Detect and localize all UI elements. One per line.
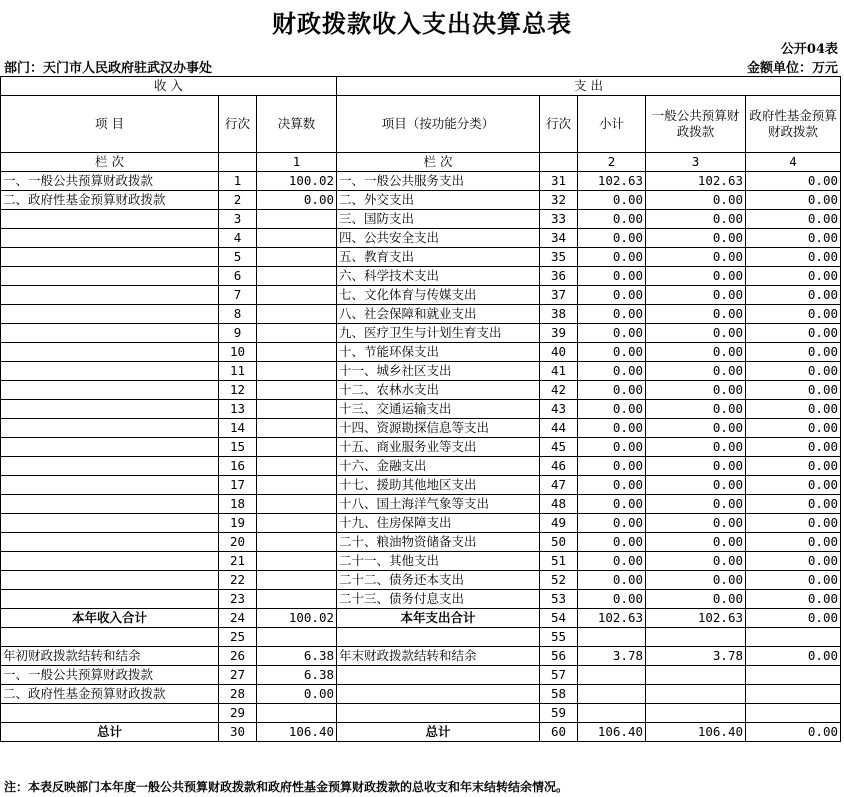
table-row [1, 476, 841, 495]
table-row [1, 438, 841, 457]
gov-fund-cell: 0.00 [746, 533, 841, 552]
expense-line-cell: 34 [540, 229, 578, 248]
income-amount-cell [257, 457, 337, 476]
subtotal-cell: 0.00 [578, 343, 646, 362]
table-row [1, 590, 841, 609]
expense-line-cell: 35 [540, 248, 578, 267]
subtotal-cell: 102.63 [578, 172, 646, 191]
income-item-cell [1, 381, 219, 400]
income-item-cell [1, 267, 219, 286]
income-line-cell: 28 [219, 685, 257, 704]
expense-item-cell: 二十二、债务还本支出 [337, 571, 540, 590]
income-line-cell: 13 [219, 400, 257, 419]
income-line-header: 行次 [219, 96, 257, 153]
income-amount-cell [257, 248, 337, 267]
general-budget-cell: 0.00 [646, 514, 746, 533]
subtotal-cell: 0.00 [578, 400, 646, 419]
expense-item-header: 项目（按功能分类） [337, 96, 540, 153]
general-budget-cell: 0.00 [646, 267, 746, 286]
general-budget-cell: 102.63 [646, 609, 746, 628]
column-label: 栏 次 [337, 153, 540, 172]
expense-item-cell [337, 704, 540, 723]
income-line-cell: 26 [219, 647, 257, 666]
table-row [1, 381, 841, 400]
income-amount-cell [257, 286, 337, 305]
expense-line-cell: 46 [540, 457, 578, 476]
expense-item-cell: 八、社会保障和就业支出 [337, 305, 540, 324]
subtotal-cell: 0.00 [578, 438, 646, 457]
income-line-cell: 27 [219, 666, 257, 685]
general-budget-cell: 0.00 [646, 400, 746, 419]
income-item-cell [1, 248, 219, 267]
general-budget-cell: 3.78 [646, 647, 746, 666]
income-line-cell: 17 [219, 476, 257, 495]
income-line-cell: 30 [219, 723, 257, 742]
gov-fund-cell: 0.00 [746, 191, 841, 210]
income-item-cell: 总计 [1, 723, 219, 742]
income-item-cell [1, 590, 219, 609]
expense-item-cell: 十五、商业服务业等支出 [337, 438, 540, 457]
income-amount-cell [257, 305, 337, 324]
gov-fund-cell [746, 704, 841, 723]
expense-line-cell: 48 [540, 495, 578, 514]
subtotal-cell [578, 685, 646, 704]
table-row [1, 229, 841, 248]
income-line-cell: 29 [219, 704, 257, 723]
income-item-cell: 二、政府性基金预算财政拨款 [1, 685, 219, 704]
general-budget-cell [646, 685, 746, 704]
income-amount-cell: 106.40 [257, 723, 337, 742]
column-number-1: 1 [257, 153, 337, 172]
table-row [1, 305, 841, 324]
income-item-cell [1, 628, 219, 647]
income-amount-cell [257, 400, 337, 419]
income-line-cell: 15 [219, 438, 257, 457]
subtotal-cell: 0.00 [578, 457, 646, 476]
income-item-cell [1, 286, 219, 305]
general-budget-cell: 0.00 [646, 381, 746, 400]
subtotal-cell: 0.00 [578, 571, 646, 590]
income-item-cell: 本年收入合计 [1, 609, 219, 628]
subtotal-cell: 0.00 [578, 419, 646, 438]
table-row [1, 210, 841, 229]
expense-item-cell: 十八、国土海洋气象等支出 [337, 495, 540, 514]
general-budget-cell: 0.00 [646, 457, 746, 476]
expense-item-cell: 十一、城乡社区支出 [337, 362, 540, 381]
table-row [1, 457, 841, 476]
expense-item-cell: 十、节能环保支出 [337, 343, 540, 362]
gov-fund-cell: 0.00 [746, 419, 841, 438]
income-item-cell [1, 438, 219, 457]
income-line-cell: 4 [219, 229, 257, 248]
table-row [1, 628, 841, 647]
gov-fund-cell: 0.00 [746, 267, 841, 286]
expense-line-cell: 44 [540, 419, 578, 438]
table-row [1, 647, 841, 666]
income-final-header: 决算数 [257, 96, 337, 153]
expense-item-cell: 本年支出合计 [337, 609, 540, 628]
income-item-cell [1, 210, 219, 229]
income-item-cell [1, 552, 219, 571]
income-line-cell: 7 [219, 286, 257, 305]
subtotal-cell: 106.40 [578, 723, 646, 742]
general-budget-cell: 0.00 [646, 248, 746, 267]
subtotal-cell [578, 704, 646, 723]
subtotal-cell: 0.00 [578, 324, 646, 343]
expense-line-cell: 57 [540, 666, 578, 685]
subtotal-cell: 0.00 [578, 362, 646, 381]
general-budget-cell: 102.63 [646, 172, 746, 191]
table-row [1, 324, 841, 343]
income-item-cell [1, 362, 219, 381]
income-item-cell [1, 533, 219, 552]
income-amount-cell: 6.38 [257, 666, 337, 685]
income-item-cell [1, 324, 219, 343]
expense-item-cell: 一、一般公共服务支出 [337, 172, 540, 191]
general-budget-cell: 0.00 [646, 590, 746, 609]
income-line-cell: 23 [219, 590, 257, 609]
gov-fund-cell: 0.00 [746, 229, 841, 248]
expense-line-cell: 37 [540, 286, 578, 305]
expense-section-header: 支 出 [337, 77, 841, 96]
general-budget-cell: 0.00 [646, 419, 746, 438]
table-row [1, 419, 841, 438]
general-budget-cell: 0.00 [646, 343, 746, 362]
subtotal-cell: 0.00 [578, 305, 646, 324]
gov-fund-cell [746, 628, 841, 647]
income-section-header: 收 入 [1, 77, 337, 96]
income-item-cell [1, 571, 219, 590]
table-row [1, 400, 841, 419]
expense-item-cell: 二、外交支出 [337, 191, 540, 210]
expense-item-cell: 十九、住房保障支出 [337, 514, 540, 533]
table-row [1, 343, 841, 362]
gov-fund-cell: 0.00 [746, 438, 841, 457]
subtotal-cell: 0.00 [578, 552, 646, 571]
income-line-cell: 22 [219, 571, 257, 590]
general-budget-cell: 0.00 [646, 552, 746, 571]
income-amount-cell [257, 343, 337, 362]
column-number-3: 3 [646, 153, 746, 172]
income-item-cell: 一、一般公共预算财政拨款 [1, 172, 219, 191]
table-row [1, 685, 841, 704]
table-row [1, 571, 841, 590]
table-row [1, 609, 841, 628]
expense-item-cell: 总计 [337, 723, 540, 742]
income-item-cell [1, 495, 219, 514]
subtotal-cell: 0.00 [578, 248, 646, 267]
expense-line-cell: 56 [540, 647, 578, 666]
table-row [1, 191, 841, 210]
income-amount-cell: 0.00 [257, 191, 337, 210]
gov-fund-cell: 0.00 [746, 362, 841, 381]
income-amount-cell [257, 476, 337, 495]
income-amount-cell [257, 381, 337, 400]
subtotal-cell: 0.00 [578, 476, 646, 495]
income-line-cell: 2 [219, 191, 257, 210]
general-budget-cell: 0.00 [646, 324, 746, 343]
income-amount-cell: 100.02 [257, 172, 337, 191]
general-budget-cell: 0.00 [646, 210, 746, 229]
income-line-cell: 6 [219, 267, 257, 286]
general-budget-cell: 0.00 [646, 191, 746, 210]
table-row [1, 533, 841, 552]
income-amount-cell [257, 324, 337, 343]
income-line-cell: 11 [219, 362, 257, 381]
gov-fund-header: 政府性基金预算财政拨款 [746, 96, 841, 153]
general-budget-cell: 0.00 [646, 286, 746, 305]
gov-fund-cell: 0.00 [746, 723, 841, 742]
income-item-cell [1, 400, 219, 419]
expense-line-cell: 58 [540, 685, 578, 704]
expense-line-cell: 52 [540, 571, 578, 590]
subtotal-cell: 0.00 [578, 381, 646, 400]
income-line-cell: 18 [219, 495, 257, 514]
expense-item-cell: 十四、资源勘探信息等支出 [337, 419, 540, 438]
table-row [1, 704, 841, 723]
general-budget-cell: 0.00 [646, 571, 746, 590]
table-row [1, 552, 841, 571]
table-row [1, 286, 841, 305]
gov-fund-cell [746, 666, 841, 685]
income-item-cell: 年初财政拨款结转和结余 [1, 647, 219, 666]
column-number-4: 4 [746, 153, 841, 172]
subtotal-cell: 0.00 [578, 533, 646, 552]
expense-line-cell: 45 [540, 438, 578, 457]
general-budget-cell: 0.00 [646, 438, 746, 457]
gov-fund-cell: 0.00 [746, 381, 841, 400]
income-amount-cell [257, 210, 337, 229]
income-item-cell [1, 704, 219, 723]
table-row [1, 362, 841, 381]
subtotal-cell: 0.00 [578, 286, 646, 305]
gov-fund-cell: 0.00 [746, 172, 841, 191]
general-budget-cell: 0.00 [646, 229, 746, 248]
expense-item-cell: 十二、农林水支出 [337, 381, 540, 400]
general-budget-cell: 0.00 [646, 362, 746, 381]
expense-line-cell: 43 [540, 400, 578, 419]
general-budget-cell [646, 628, 746, 647]
income-item-cell [1, 476, 219, 495]
income-amount-cell: 100.02 [257, 609, 337, 628]
table-row [1, 267, 841, 286]
income-line-cell: 12 [219, 381, 257, 400]
column-label: 栏 次 [1, 153, 219, 172]
expense-line-cell: 53 [540, 590, 578, 609]
table-row [1, 172, 841, 191]
gov-fund-cell: 0.00 [746, 457, 841, 476]
expense-line-cell: 39 [540, 324, 578, 343]
gov-fund-cell: 0.00 [746, 210, 841, 229]
income-line-cell: 20 [219, 533, 257, 552]
empty-cell [540, 153, 578, 172]
income-amount-cell [257, 495, 337, 514]
expense-line-cell: 32 [540, 191, 578, 210]
subtotal-cell: 3.78 [578, 647, 646, 666]
amount-unit-label: 金额单位：万元 [746, 61, 838, 76]
income-amount-cell [257, 229, 337, 248]
header-row-section [1, 77, 841, 96]
general-budget-cell: 0.00 [646, 495, 746, 514]
gov-fund-cell: 0.00 [746, 343, 841, 362]
form-number: 公开04表 [780, 42, 838, 57]
expense-line-cell: 55 [540, 628, 578, 647]
income-line-cell: 5 [219, 248, 257, 267]
gov-fund-cell: 0.00 [746, 571, 841, 590]
income-line-cell: 1 [219, 172, 257, 191]
income-amount-cell [257, 552, 337, 571]
income-amount-cell: 6.38 [257, 647, 337, 666]
expense-item-cell: 年末财政拨款结转和结余 [337, 647, 540, 666]
income-amount-cell [257, 438, 337, 457]
income-line-cell: 9 [219, 324, 257, 343]
table-row [1, 723, 841, 742]
expense-item-cell [337, 685, 540, 704]
table-row [1, 514, 841, 533]
income-amount-cell [257, 514, 337, 533]
income-item-cell [1, 419, 219, 438]
income-line-cell: 14 [219, 419, 257, 438]
income-line-cell: 24 [219, 609, 257, 628]
income-item-header: 项 目 [1, 96, 219, 153]
budget-table [0, 76, 841, 742]
income-amount-cell [257, 419, 337, 438]
gov-fund-cell: 0.00 [746, 647, 841, 666]
gov-fund-cell: 0.00 [746, 476, 841, 495]
gov-fund-cell: 0.00 [746, 609, 841, 628]
table-row [1, 666, 841, 685]
expense-line-cell: 50 [540, 533, 578, 552]
gov-fund-cell [746, 685, 841, 704]
income-line-cell: 19 [219, 514, 257, 533]
expense-line-cell: 40 [540, 343, 578, 362]
subtotal-cell [578, 666, 646, 685]
expense-item-cell: 十七、援助其他地区支出 [337, 476, 540, 495]
subtotal-cell: 0.00 [578, 495, 646, 514]
expense-item-cell [337, 628, 540, 647]
expense-item-cell: 十三、交通运输支出 [337, 400, 540, 419]
table-row [1, 248, 841, 267]
income-item-cell: 一、一般公共预算财政拨款 [1, 666, 219, 685]
income-line-cell: 25 [219, 628, 257, 647]
income-item-cell: 二、政府性基金预算财政拨款 [1, 191, 219, 210]
expense-item-cell: 九、医疗卫生与计划生育支出 [337, 324, 540, 343]
report-title: 财政拨款收入支出决算总表 [272, 9, 572, 38]
expense-item-cell: 四、公共安全支出 [337, 229, 540, 248]
expense-line-cell: 31 [540, 172, 578, 191]
income-line-cell: 8 [219, 305, 257, 324]
income-line-cell: 3 [219, 210, 257, 229]
expense-item-cell: 三、国防支出 [337, 210, 540, 229]
footnote: 注：本表反映部门本年度一般公共预算财政拨款和政府性基金预算财政拨款的总收支和年末结转结余情况。 [4, 780, 569, 794]
income-item-cell [1, 343, 219, 362]
expense-item-cell: 二十、粮油物资储备支出 [337, 533, 540, 552]
expense-item-cell: 六、科学技术支出 [337, 267, 540, 286]
income-line-cell: 21 [219, 552, 257, 571]
income-item-cell [1, 457, 219, 476]
expense-line-cell: 33 [540, 210, 578, 229]
expense-line-cell: 59 [540, 704, 578, 723]
subtotal-cell: 102.63 [578, 609, 646, 628]
income-item-cell [1, 514, 219, 533]
income-line-cell: 10 [219, 343, 257, 362]
income-amount-cell [257, 267, 337, 286]
expense-line-cell: 47 [540, 476, 578, 495]
gov-fund-cell: 0.00 [746, 514, 841, 533]
subtotal-cell: 0.00 [578, 210, 646, 229]
subtotal-header: 小计 [578, 96, 646, 153]
expense-line-cell: 54 [540, 609, 578, 628]
subtotal-cell: 0.00 [578, 590, 646, 609]
expense-line-cell: 38 [540, 305, 578, 324]
general-budget-cell: 0.00 [646, 533, 746, 552]
gov-fund-cell: 0.00 [746, 324, 841, 343]
expense-line-cell: 41 [540, 362, 578, 381]
income-amount-cell [257, 533, 337, 552]
general-budget-cell [646, 704, 746, 723]
income-amount-cell [257, 704, 337, 723]
expense-line-cell: 36 [540, 267, 578, 286]
general-budget-header: 一般公共预算财政拨款 [646, 96, 746, 153]
column-number-2: 2 [578, 153, 646, 172]
subtotal-cell: 0.00 [578, 267, 646, 286]
gov-fund-cell: 0.00 [746, 400, 841, 419]
general-budget-cell: 0.00 [646, 476, 746, 495]
expense-line-cell: 49 [540, 514, 578, 533]
header-row-columns [1, 96, 841, 153]
general-budget-cell: 106.40 [646, 723, 746, 742]
subtotal-cell: 0.00 [578, 191, 646, 210]
empty-cell [219, 153, 257, 172]
income-item-cell [1, 305, 219, 324]
expense-item-cell: 二十一、其他支出 [337, 552, 540, 571]
income-line-cell: 16 [219, 457, 257, 476]
expense-item-cell [337, 666, 540, 685]
department-label: 部门：天门市人民政府驻武汉办事处 [4, 61, 213, 76]
expense-item-cell: 二十三、债务付息支出 [337, 590, 540, 609]
general-budget-cell [646, 666, 746, 685]
gov-fund-cell: 0.00 [746, 248, 841, 267]
column-number-row [1, 153, 841, 172]
income-amount-cell [257, 628, 337, 647]
general-budget-cell: 0.00 [646, 305, 746, 324]
income-item-cell [1, 229, 219, 248]
income-amount-cell [257, 590, 337, 609]
expense-item-cell: 十六、金融支出 [337, 457, 540, 476]
expense-line-cell: 60 [540, 723, 578, 742]
income-amount-cell [257, 571, 337, 590]
gov-fund-cell: 0.00 [746, 552, 841, 571]
expense-item-cell: 七、文化体育与传媒支出 [337, 286, 540, 305]
gov-fund-cell: 0.00 [746, 590, 841, 609]
subtotal-cell: 0.00 [578, 514, 646, 533]
expense-item-cell: 五、教育支出 [337, 248, 540, 267]
expense-line-cell: 51 [540, 552, 578, 571]
gov-fund-cell: 0.00 [746, 286, 841, 305]
income-amount-cell [257, 362, 337, 381]
table-row [1, 495, 841, 514]
expense-line-header: 行次 [540, 96, 578, 153]
subtotal-cell [578, 628, 646, 647]
expense-line-cell: 42 [540, 381, 578, 400]
gov-fund-cell: 0.00 [746, 305, 841, 324]
income-amount-cell: 0.00 [257, 685, 337, 704]
subtotal-cell: 0.00 [578, 229, 646, 248]
gov-fund-cell: 0.00 [746, 495, 841, 514]
